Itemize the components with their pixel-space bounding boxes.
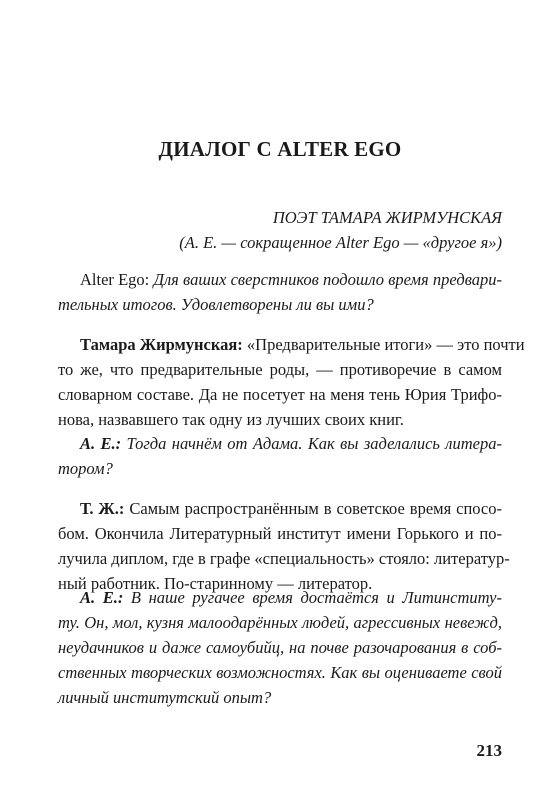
paragraph-line: личный институтский опыт? [58, 688, 272, 707]
paragraph-line: тором? [58, 459, 113, 478]
line-text: В наше ругачее время достаётся и Литинститу- [123, 588, 502, 607]
subtitle-block [179, 205, 502, 255]
paragraph-line: то же, что предварительные роды, — противоречие в самом [58, 360, 502, 379]
paragraph-line: тельных итогов. Удовлетворены ли вы ими? [58, 295, 374, 314]
paragraph-line [58, 431, 502, 456]
paragraph-line: ный работник. По-старинному — литератор. [58, 574, 373, 593]
paragraph-line: словарном составе. Да не посетует на меня тень Юрия Трифо- [58, 385, 502, 404]
line-text: Для ваших сверстников подошло время предвари- [149, 270, 502, 289]
speaker-label: А. Е.: [80, 588, 124, 607]
chapter-title: ДИАЛОГ С ALTER EGO [158, 137, 402, 161]
paragraph-line: неудачников и даже самоубийц, на почве разочарования в соб- [58, 638, 502, 657]
speaker-label: Alter Ego: [80, 270, 150, 289]
paragraph-answer-1 [58, 332, 525, 432]
paragraph-question-2 [58, 431, 502, 481]
paragraph-question-1 [58, 267, 502, 317]
line-text: Самым распространённым в советское время спосо- [124, 499, 503, 518]
paragraph-line [58, 585, 502, 610]
paragraph-answer-2 [58, 496, 510, 596]
speaker-label: А. Е.: [80, 434, 122, 453]
paragraph-line: ту. Он, мол, кузня малоодарённых людей, агрессивных невежд, [58, 613, 502, 632]
paragraph-line: нова, назвавшего так одну из лучших своих книг. [58, 410, 404, 429]
paragraph-line [58, 267, 502, 292]
subtitle-line-2: (А. Е. — сокращенное Alter Ego — «другое я») [179, 233, 502, 252]
subtitle-line-1: ПОЭТ ТАМАРА ЖИРМУНСКАЯ [272, 208, 502, 227]
paragraph-question-3 [58, 585, 502, 710]
speaker-label: Тамара Жирмунская: [80, 335, 243, 354]
speaker-label: Т. Ж.: [80, 499, 125, 518]
paragraph-line [58, 332, 525, 357]
paragraph-line [58, 496, 502, 521]
paragraph-line: лучила диплом, где в графе «специальность» стояло: литератур- [58, 549, 510, 568]
page-number: 213 [476, 741, 502, 760]
line-text: Тогда начнём от Адама. Как вы заделались литера- [121, 434, 502, 453]
paragraph-line: бом. Окончила Литературный институт имени Горького и по- [58, 524, 502, 543]
line-text: «Предварительные итоги» — это почти [242, 335, 525, 354]
paragraph-line: ственных творческих возможностях. Как вы оцениваете свой [58, 663, 502, 682]
